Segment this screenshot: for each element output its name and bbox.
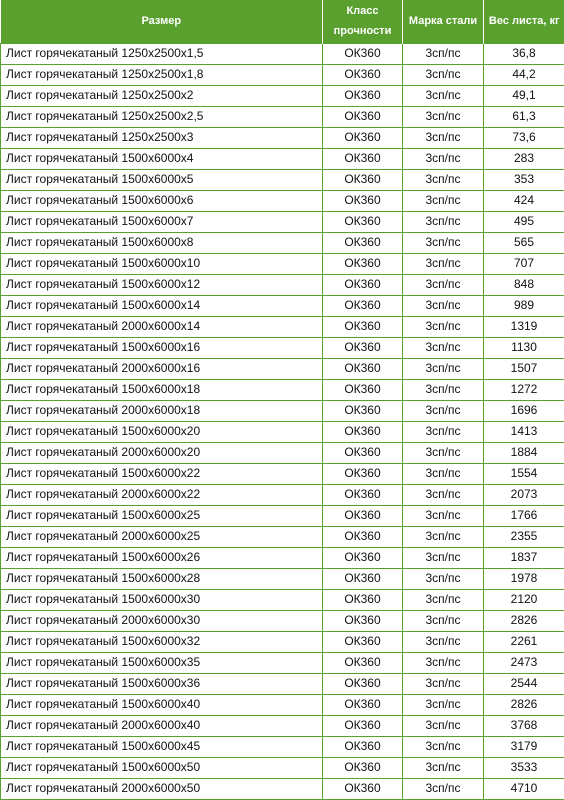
cell-steel-grade: 3сп/пс	[403, 232, 484, 253]
cell-strength-class: ОК360	[323, 148, 403, 169]
table-row	[1, 421, 564, 442]
table-row	[1, 505, 564, 526]
table-row	[1, 736, 564, 757]
cell-size: Лист горячекатаный 1500x6000x50	[1, 757, 323, 778]
cell-weight: 1319	[484, 316, 564, 337]
cell-size: Лист горячекатаный 2000x6000x30	[1, 610, 323, 631]
cell-size: Лист горячекатаный 1500x6000x12	[1, 274, 323, 295]
cell-steel-grade: 3сп/пс	[403, 274, 484, 295]
cell-size: Лист горячекатаный 1500x6000x5	[1, 169, 323, 190]
cell-size: Лист горячекатаный 1500x6000x18	[1, 379, 323, 400]
cell-weight: 1766	[484, 505, 564, 526]
cell-strength-class: ОК360	[323, 253, 403, 274]
cell-size: Лист горячекатаный 2000x6000x22	[1, 484, 323, 505]
cell-steel-grade: 3сп/пс	[403, 106, 484, 127]
cell-weight: 283	[484, 148, 564, 169]
cell-strength-class: ОК360	[323, 652, 403, 673]
header-strength-class-line2: прочности	[333, 25, 392, 38]
cell-weight: 1554	[484, 463, 564, 484]
table-row	[1, 463, 564, 484]
cell-weight: 1130	[484, 337, 564, 358]
cell-steel-grade: 3сп/пс	[403, 295, 484, 316]
cell-size: Лист горячекатаный 2000x6000x25	[1, 526, 323, 547]
cell-strength-class: ОК360	[323, 547, 403, 568]
cell-weight: 1413	[484, 421, 564, 442]
cell-size: Лист горячекатаный 1250x2500x2	[1, 85, 323, 106]
table-row	[1, 64, 564, 85]
cell-size: Лист горячекатаный 1250x2500x2,5	[1, 106, 323, 127]
cell-strength-class: ОК360	[323, 589, 403, 610]
table-body	[1, 43, 564, 799]
cell-strength-class: ОК360	[323, 421, 403, 442]
cell-steel-grade: 3сп/пс	[403, 547, 484, 568]
cell-strength-class: ОК360	[323, 400, 403, 421]
cell-size: Лист горячекатаный 1500x6000x4	[1, 148, 323, 169]
table-row	[1, 274, 564, 295]
cell-steel-grade: 3сп/пс	[403, 253, 484, 274]
cell-strength-class: ОК360	[323, 127, 403, 148]
header-size: Размер	[1, 0, 323, 43]
cell-steel-grade: 3сп/пс	[403, 694, 484, 715]
cell-strength-class: ОК360	[323, 631, 403, 652]
cell-strength-class: ОК360	[323, 757, 403, 778]
cell-steel-grade: 3сп/пс	[403, 505, 484, 526]
table-row	[1, 694, 564, 715]
cell-size: Лист горячекатаный 1500x6000x36	[1, 673, 323, 694]
cell-size: Лист горячекатаный 1500x6000x16	[1, 337, 323, 358]
cell-weight: 3768	[484, 715, 564, 736]
cell-size: Лист горячекатаный 1500x6000x32	[1, 631, 323, 652]
cell-strength-class: ОК360	[323, 337, 403, 358]
cell-steel-grade: 3сп/пс	[403, 610, 484, 631]
cell-strength-class: ОК360	[323, 715, 403, 736]
cell-strength-class: ОК360	[323, 526, 403, 547]
cell-weight: 1696	[484, 400, 564, 421]
cell-size: Лист горячекатаный 1500x6000x45	[1, 736, 323, 757]
cell-steel-grade: 3сп/пс	[403, 64, 484, 85]
cell-weight: 2355	[484, 526, 564, 547]
header-strength-class-line1: Класс	[346, 5, 379, 18]
cell-size: Лист горячекатаный 2000x6000x18	[1, 400, 323, 421]
table-row	[1, 715, 564, 736]
cell-weight: 3533	[484, 757, 564, 778]
header-sheet-weight: Вес листа, кг	[484, 0, 564, 43]
cell-size: Лист горячекатаный 1500x6000x25	[1, 505, 323, 526]
cell-strength-class: ОК360	[323, 190, 403, 211]
cell-size: Лист горячекатаный 1500x6000x6	[1, 190, 323, 211]
cell-steel-grade: 3сп/пс	[403, 85, 484, 106]
table-row	[1, 589, 564, 610]
cell-weight: 1884	[484, 442, 564, 463]
table-row	[1, 85, 564, 106]
cell-steel-grade: 3сп/пс	[403, 379, 484, 400]
cell-steel-grade: 3сп/пс	[403, 400, 484, 421]
cell-size: Лист горячекатаный 1500x6000x10	[1, 253, 323, 274]
cell-weight: 424	[484, 190, 564, 211]
cell-steel-grade: 3сп/пс	[403, 673, 484, 694]
table-row	[1, 148, 564, 169]
cell-size: Лист горячекатаный 1500x6000x35	[1, 652, 323, 673]
cell-size: Лист горячекатаный 2000x6000x40	[1, 715, 323, 736]
table-row	[1, 652, 564, 673]
cell-strength-class: ОК360	[323, 442, 403, 463]
cell-strength-class: ОК360	[323, 778, 403, 799]
table-row	[1, 526, 564, 547]
cell-size: Лист горячекатаный 1500x6000x22	[1, 463, 323, 484]
cell-weight: 353	[484, 169, 564, 190]
cell-weight: 707	[484, 253, 564, 274]
cell-strength-class: ОК360	[323, 484, 403, 505]
table-row	[1, 778, 564, 799]
table-row	[1, 43, 564, 64]
table-row	[1, 127, 564, 148]
cell-size: Лист горячекатаный 2000x6000x16	[1, 358, 323, 379]
cell-weight: 61,3	[484, 106, 564, 127]
cell-steel-grade: 3сп/пс	[403, 148, 484, 169]
cell-strength-class: ОК360	[323, 211, 403, 232]
cell-steel-grade: 3сп/пс	[403, 358, 484, 379]
cell-weight: 495	[484, 211, 564, 232]
cell-size: Лист горячекатаный 2000x6000x20	[1, 442, 323, 463]
header-strength-class	[323, 0, 403, 43]
cell-steel-grade: 3сп/пс	[403, 778, 484, 799]
cell-size: Лист горячекатаный 1250x2500x1,8	[1, 64, 323, 85]
cell-steel-grade: 3сп/пс	[403, 43, 484, 64]
table-row	[1, 547, 564, 568]
cell-steel-grade: 3сп/пс	[403, 736, 484, 757]
cell-steel-grade: 3сп/пс	[403, 190, 484, 211]
cell-strength-class: ОК360	[323, 64, 403, 85]
cell-weight: 36,8	[484, 43, 564, 64]
cell-strength-class: ОК360	[323, 694, 403, 715]
cell-steel-grade: 3сп/пс	[403, 421, 484, 442]
cell-size: Лист горячекатаный 2000x6000x14	[1, 316, 323, 337]
cell-strength-class: ОК360	[323, 232, 403, 253]
cell-strength-class: ОК360	[323, 274, 403, 295]
cell-strength-class: ОК360	[323, 463, 403, 484]
cell-weight: 73,6	[484, 127, 564, 148]
cell-strength-class: ОК360	[323, 358, 403, 379]
table-row	[1, 316, 564, 337]
cell-size: Лист горячекатаный 1500x6000x14	[1, 295, 323, 316]
cell-strength-class: ОК360	[323, 568, 403, 589]
cell-size: Лист горячекатаный 1500x6000x30	[1, 589, 323, 610]
cell-weight: 2826	[484, 610, 564, 631]
header-steel-grade: Марка стали	[403, 0, 484, 43]
table-row	[1, 610, 564, 631]
cell-weight: 2261	[484, 631, 564, 652]
cell-weight: 4710	[484, 778, 564, 799]
table-row	[1, 253, 564, 274]
cell-steel-grade: 3сп/пс	[403, 631, 484, 652]
cell-strength-class: ОК360	[323, 736, 403, 757]
cell-steel-grade: 3сп/пс	[403, 127, 484, 148]
cell-weight: 989	[484, 295, 564, 316]
cell-steel-grade: 3сп/пс	[403, 484, 484, 505]
cell-size: Лист горячекатаный 1250x2500x3	[1, 127, 323, 148]
cell-steel-grade: 3сп/пс	[403, 463, 484, 484]
table-row	[1, 337, 564, 358]
table-row	[1, 757, 564, 778]
cell-strength-class: ОК360	[323, 379, 403, 400]
cell-steel-grade: 3сп/пс	[403, 337, 484, 358]
table-row	[1, 673, 564, 694]
cell-weight: 1837	[484, 547, 564, 568]
table-row	[1, 631, 564, 652]
cell-steel-grade: 3сп/пс	[403, 589, 484, 610]
cell-steel-grade: 3сп/пс	[403, 757, 484, 778]
cell-strength-class: ОК360	[323, 295, 403, 316]
table-row	[1, 568, 564, 589]
cell-strength-class: ОК360	[323, 43, 403, 64]
cell-size: Лист горячекатаный 1500x6000x8	[1, 232, 323, 253]
cell-weight: 2473	[484, 652, 564, 673]
cell-weight: 2544	[484, 673, 564, 694]
cell-steel-grade: 3сп/пс	[403, 442, 484, 463]
cell-weight: 44,2	[484, 64, 564, 85]
cell-size: Лист горячекатаный 1500x6000x7	[1, 211, 323, 232]
table-row	[1, 295, 564, 316]
cell-strength-class: ОК360	[323, 610, 403, 631]
cell-weight: 3179	[484, 736, 564, 757]
cell-size: Лист горячекатаный 1500x6000x28	[1, 568, 323, 589]
cell-weight: 1272	[484, 379, 564, 400]
table-row	[1, 358, 564, 379]
cell-steel-grade: 3сп/пс	[403, 568, 484, 589]
cell-steel-grade: 3сп/пс	[403, 526, 484, 547]
cell-steel-grade: 3сп/пс	[403, 715, 484, 736]
table-row	[1, 232, 564, 253]
cell-weight: 565	[484, 232, 564, 253]
table-row	[1, 169, 564, 190]
cell-steel-grade: 3сп/пс	[403, 652, 484, 673]
cell-weight: 2073	[484, 484, 564, 505]
table-header	[1, 0, 564, 43]
cell-strength-class: ОК360	[323, 673, 403, 694]
table-header-row	[1, 0, 564, 43]
table-row	[1, 484, 564, 505]
cell-strength-class: ОК360	[323, 106, 403, 127]
cell-weight: 1978	[484, 568, 564, 589]
table-row	[1, 190, 564, 211]
table-row	[1, 400, 564, 421]
cell-weight: 49,1	[484, 85, 564, 106]
cell-weight: 1507	[484, 358, 564, 379]
table-row	[1, 442, 564, 463]
cell-steel-grade: 3сп/пс	[403, 211, 484, 232]
cell-weight: 848	[484, 274, 564, 295]
cell-size: Лист горячекатаный 2000x6000x50	[1, 778, 323, 799]
cell-weight: 2120	[484, 589, 564, 610]
cell-strength-class: ОК360	[323, 316, 403, 337]
table-row	[1, 211, 564, 232]
cell-strength-class: ОК360	[323, 169, 403, 190]
cell-size: Лист горячекатаный 1500x6000x26	[1, 547, 323, 568]
cell-weight: 2826	[484, 694, 564, 715]
table-row	[1, 379, 564, 400]
table-row	[1, 106, 564, 127]
cell-steel-grade: 3сп/пс	[403, 169, 484, 190]
cell-strength-class: ОК360	[323, 85, 403, 106]
cell-size: Лист горячекатаный 1500x6000x40	[1, 694, 323, 715]
cell-strength-class: ОК360	[323, 505, 403, 526]
cell-steel-grade: 3сп/пс	[403, 316, 484, 337]
cell-size: Лист горячекатаный 1500x6000x20	[1, 421, 323, 442]
cell-size: Лист горячекатаный 1250x2500x1,5	[1, 43, 323, 64]
